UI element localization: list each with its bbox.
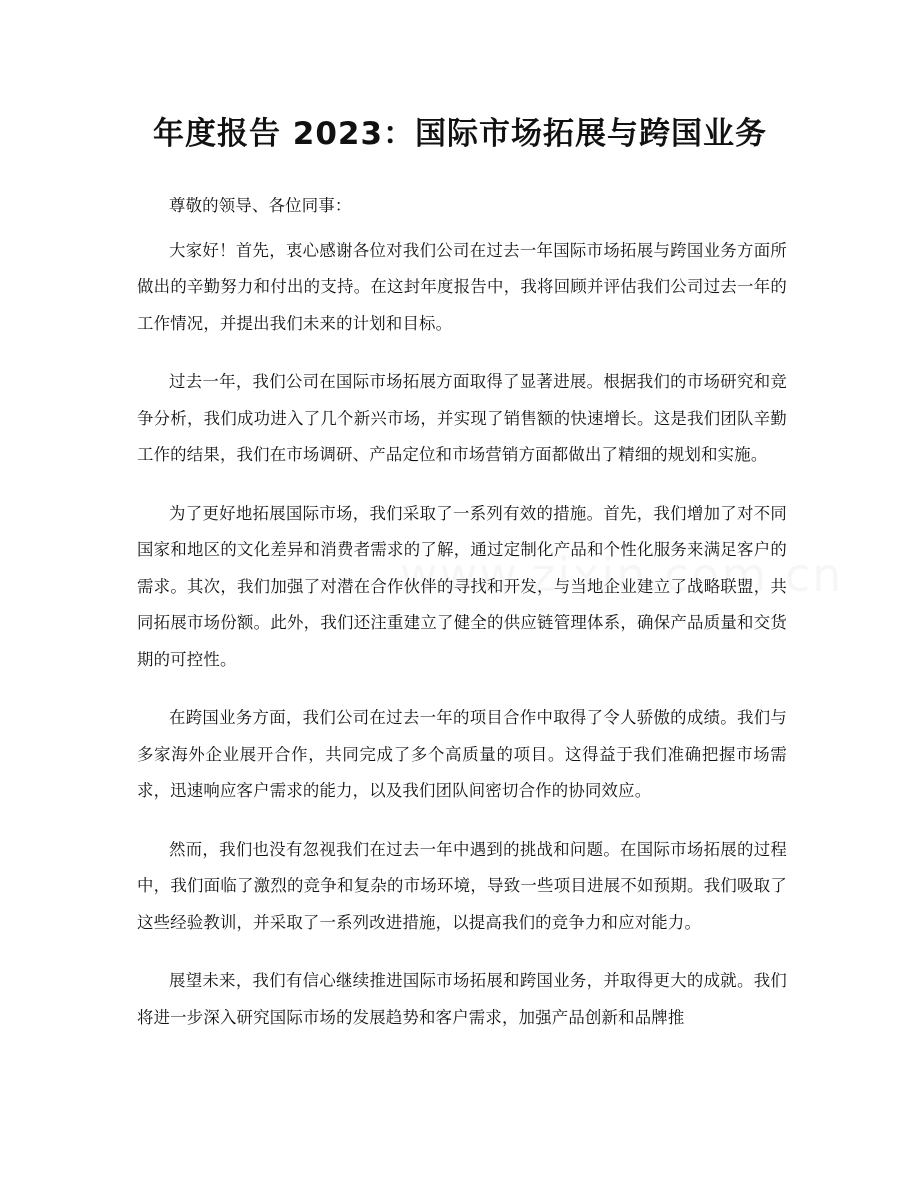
paragraph-2: 过去一年，我们公司在国际市场拓展方面取得了显著进展。根据我们的市场研究和竞争分析，我们成功进入了几个新兴市场，并实现了销售额的快速增长。这是我们团队辛勤工作的结果，我们在市场调研、产品定位和市场营销方面都做出了精细的规划和实施。 bbox=[137, 372, 787, 464]
document-title: 年度报告 2023：国际市场拓展与跨国业务 bbox=[152, 116, 768, 152]
paragraph-5: 然而，我们也没有忽视我们在过去一年中遇到的挑战和问题。在国际市场拓展的过程中，我们面临了激烈的竞争和复杂的市场环境，导致一些项目进展不如预期。我们吸取了这些经验教训，并采取了一系列改进措施，以提高我们的竞争力和应对能力。 bbox=[137, 839, 787, 932]
paragraph-1: 大家好！首先，衷心感谢各位对我们公司在过去一年国际市场拓展与跨国业务方面所做出的辛勤努力和付出的支持。在这封年度报告中，我将回顾并评估我们公司过去一年的工作情况，并提出我们未来的计划和目标。 bbox=[137, 240, 787, 333]
document-body bbox=[137, 188, 787, 1058]
paragraph-3: 为了更好地拓展国际市场，我们采取了一系列有效的措施。首先，我们增加了对不同国家和地区的文化差异和消费者需求的了解，通过定制化产品和个性化服务来满足客户的需求。其次，我们加强了对潜在合作伙伴的寻找和开发，与当地企业建立了战略联盟，共同拓展市场份额。此外，我们还注重建立了健全的供应链管理体系，确保产品质量和交货期的可控性。 bbox=[137, 503, 787, 669]
paragraph-4: 在跨国业务方面，我们公司在过去一年的项目合作中取得了令人骄傲的成绩。我们与多家海外企业展开合作，共同完成了多个高质量的项目。这得益于我们准确把握市场需求，迅速响应客户需求的能力，以及我们团队间密切合作的协同效应。 bbox=[137, 708, 787, 800]
paragraph-6: 展望未来，我们有信心继续推进国际市场拓展和跨国业务，并取得更大的成就。我们将进一步深入研究国际市场的发展趋势和客户需求，加强产品创新和品牌推 bbox=[137, 971, 787, 1027]
greeting-line: 尊敬的领导、各位同事： bbox=[169, 196, 352, 215]
